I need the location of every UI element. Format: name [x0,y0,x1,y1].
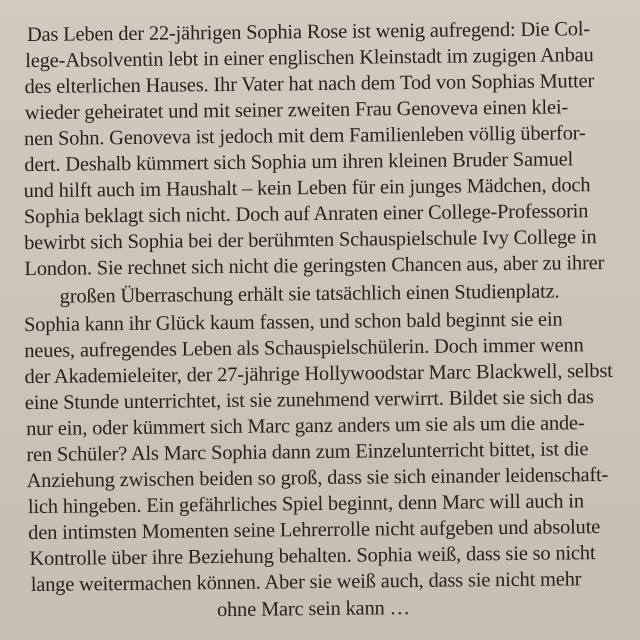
blurb-line-5: nen Sohn. Genoveva ist jedoch mit dem Familienleben völlig überfor- [23,122,586,151]
blurb-line-13: neues, aufregendes Leben als Schauspielschülerin. Doch immer wenn [24,334,584,363]
blurb-line-15: eine Stunde unterrichtet, ist sie zunehmend verwirrt. Bildet sie sich das [24,386,594,415]
blurb-line-8: Sophia beklagt sich nicht. Doch auf Anraten einer College-Professorin [23,200,589,229]
blurb-line-19: lich hingeben. Ein gefährliches Spiel beginnt, denn Marc will auch in [27,490,584,519]
blurb-line-9: bewirbt sich Sophia bei der berühmten Schauspielschule Ivy College in [24,226,597,255]
blurb-line-18: Anziehung zwischen beiden so groß, dass sie sich einander leidenschaft- [26,463,609,493]
blurb-line-16: nur ein, oder kümmert sich Marc ganz anders um sie als um die ande- [26,412,585,441]
blurb-line-7: und hilft auch im Haushalt – kein Leben für ein junges Mädchen, doch [23,174,591,203]
blurb-line-10: London. Sie rechnet sich nicht die geringsten Chancen aus, aber zu ihrer [24,252,605,281]
blurb-line-11: großen Überraschung erhält sie tatsächlich einen Studienplatz. [59,280,560,308]
blurb-line-14: der Akademieleiter, der 27-jährige Hollywoodstar Marc Blackwell, selbst [24,359,613,389]
blurb-line-6: dert. Deshalb kümmert sich Sophia um ihren kleinen Bruder Samuel [24,148,574,177]
blurb-line-23: ohne Marc sein kann … [216,597,410,622]
blurb-line-3: des elterlichen Hauses. Ihr Vater hat nach dem Tod von Sophias Mutter [24,70,595,99]
blurb-line-21: Kontrolle über ihre Beziehung behalten. Sophia weiß, dass sie so nicht [29,542,596,571]
blurb-line-4: wieder geheiratet und mit seiner zweiten Frau Genoveva einen klei- [24,96,569,125]
blurb-line-17: ren Schüler? Als Marc Sophia dann zum Einzelunterricht bittet, ist die [26,438,589,467]
blurb-line-22: lange weitermachen können. Aber sie weiß auch, dass sie nicht mehr [30,568,582,597]
blurb-line-1: Das Leben der 22-jährigen Sophia Rose ist wenig aufregend: Die Col- [26,18,591,47]
blurb-line-2: lege-Absolventin lebt in einer englischen Kleinstadt im zugigen Anbau [25,44,594,73]
blurb-line-12: Sophia kann ihr Glück kaum fassen, und schon bald beginnt sie ein [23,308,563,337]
blurb-line-20: den intimsten Momenten seine Lehrerrolle nicht aufgeben und absolute [28,516,601,545]
